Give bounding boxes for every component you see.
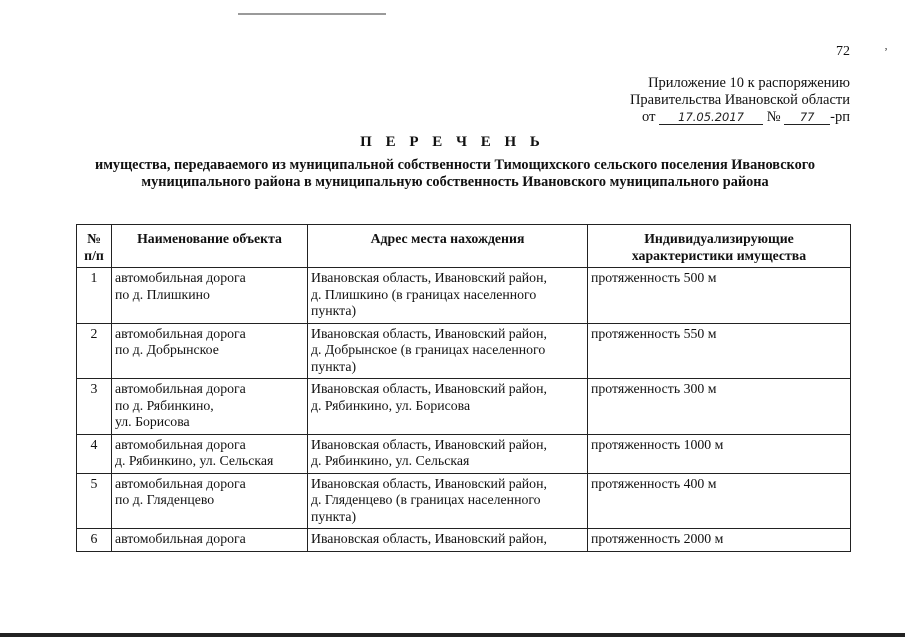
object-name: автомобильная дорога по д. Плишкино (112, 268, 308, 324)
object-name: автомобильная дорога по д. Добрынское (112, 323, 308, 379)
number-label: № (766, 109, 781, 125)
row-number: 2 (77, 323, 112, 379)
object-address: Ивановская область, Ивановский район, (308, 529, 588, 552)
subtitle-line-1: имущества, передаваемого из муниципальной собственности Тимощихского сельского поселения Ивановского (94, 157, 816, 173)
header-number: № п/п (77, 225, 112, 268)
object-characteristics: протяженность 300 м (588, 379, 851, 435)
header-characteristics: Индивидуализирующие характеристики имущества (588, 225, 851, 268)
object-characteristics: протяженность 400 м (588, 473, 851, 529)
table-row (77, 379, 851, 435)
object-characteristics: протяженность 1000 м (588, 434, 851, 473)
scan-artifact-bottom (0, 633, 905, 637)
object-name: автомобильная дорога д. Рябинкино, ул. Сельская (112, 434, 308, 473)
object-name: автомобильная дорога по д. Рябинкино, ул. Борисова (112, 379, 308, 435)
table-header-row (77, 225, 851, 268)
handwritten-number: 77 (784, 110, 830, 125)
document-subtitle (62, 157, 848, 191)
header-object-name: Наименование объекта (112, 225, 308, 268)
header-address: Адрес места нахождения (308, 225, 588, 268)
appendix-line-2: Правительства Ивановской области (629, 92, 850, 108)
from-label: от (642, 109, 656, 125)
object-address: Ивановская область, Ивановский район, д. Плишкино (в границах населенного пункта) (308, 268, 588, 324)
object-address: Ивановская область, Ивановский район, д. Добрынское (в границах населенного пункта) (308, 323, 588, 379)
object-characteristics: протяженность 500 м (588, 268, 851, 324)
row-number: 5 (77, 473, 112, 529)
row-number: 4 (77, 434, 112, 473)
appendix-date-line (520, 109, 850, 126)
object-address: Ивановская область, Ивановский район, д. Рябинкино, ул. Сельская (308, 434, 588, 473)
document-title: П Е Р Е Ч Е Н Ь (360, 134, 545, 150)
scan-artifact-top (238, 13, 386, 15)
object-name: автомобильная дорога по д. Гляденцево (112, 473, 308, 529)
table-row (77, 473, 851, 529)
table-row (77, 529, 851, 552)
row-number: 6 (77, 529, 112, 552)
object-address: Ивановская область, Ивановский район, д. Гляденцево (в границах населенного пункта) (308, 473, 588, 529)
appendix-line-1: Приложение 10 к распоряжению (648, 75, 850, 91)
row-number: 3 (77, 379, 112, 435)
corner-mark: ʼ (884, 45, 888, 59)
object-address: Ивановская область, Ивановский район, д. Рябинкино, ул. Борисова (308, 379, 588, 435)
page-number: 72 (836, 44, 850, 59)
number-suffix: -рп (830, 109, 850, 125)
table-row (77, 323, 851, 379)
object-name: автомобильная дорога (112, 529, 308, 552)
property-table (76, 224, 851, 552)
object-characteristics: протяженность 550 м (588, 323, 851, 379)
appendix-header (520, 75, 850, 126)
handwritten-date: 17.05.2017 (659, 110, 763, 125)
table-row (77, 268, 851, 324)
object-characteristics: протяженность 2000 м (588, 529, 851, 552)
subtitle-line-2: муниципального района в муниципальную собственность Ивановского муниципального района (141, 174, 769, 190)
row-number: 1 (77, 268, 112, 324)
table-row (77, 434, 851, 473)
